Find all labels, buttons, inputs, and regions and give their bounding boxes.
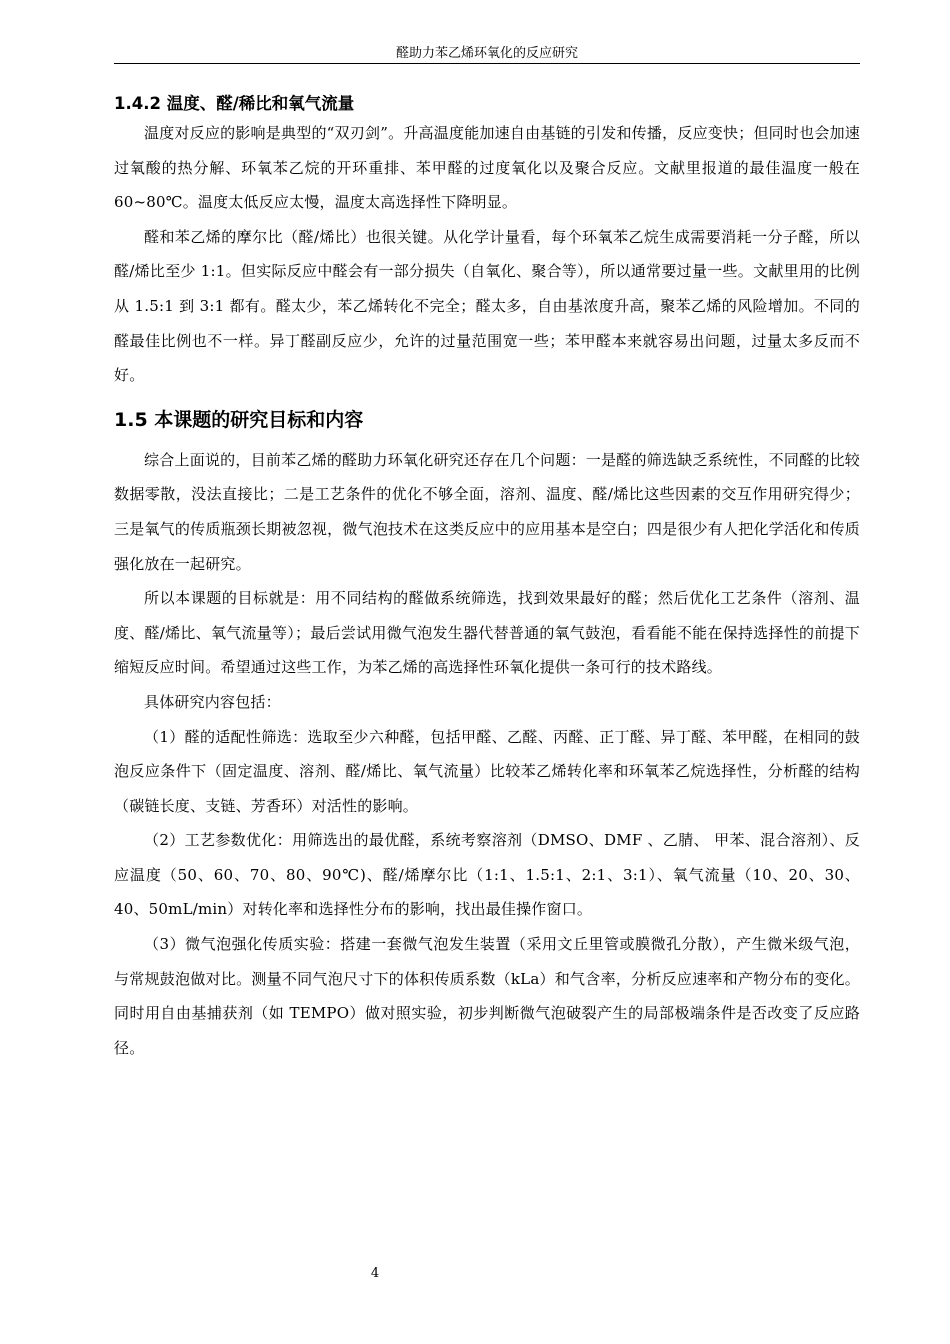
paragraph: 综合上面说的，目前苯乙烯的醛助力环氧化研究还存在几个问题：一是醛的筛选缺乏系统性，不同醛的比较数据零散，没法直接比；二是工艺条件的优化不够全面，溶剂、温度、醛/烯比这些因素的交互作用研究得少；三是氧气的传质瓶颈长期被忽视，微气泡技术在这类反应中的应用基本是空白；四是很少有人把化学活化和传质强化放在一起研究。 [114, 450, 860, 573]
section-heading-1-5: 1.5 本课题的研究目标和内容 [114, 408, 364, 431]
paragraph: 温度对反应的影响是典型的“双刃剑”。升高温度能加速自由基链的引发和传播，反应变快；但同时也会加速过氧酸的热分解、环氧苯乙烷的开环重排、苯甲醛的过度氧化以及聚合反应。文献里报道的最佳温度一般在 60~80℃。温度太低反应太慢，温度太高选择性下降明显。 [114, 124, 860, 212]
subsection-heading-1-4-2: 1.4.2 温度、醛/稀比和氧气流量 [114, 94, 355, 113]
paragraph: 醛和苯乙烯的摩尔比（醛/烯比）也很关键。从化学计量看，每个环氧苯乙烷生成需要消耗一分子醛，所以醛/烯比至少 1:1。但实际反应中醛会有一部分损失（自氧化、聚合等），所以通常要过量一些。文献里用的比例从 1.5:1 到 3:1 都有。醛太少，苯乙烯转化不完全；醛太多，自由基浓度升高，聚苯乙烯的风险增加。不同的醛最佳比例也不一样。异丁醛副反应少，允许的过量范围宽一些；苯甲醛本来就容易出问题，过量太多反而不好。 [114, 227, 860, 385]
running-header: 醛助力苯乙烯环氧化的反应研究 [114, 46, 860, 64]
page-number: 4 [370, 1266, 380, 1281]
list-item: （1）醛的适配性筛选：选取至少六种醛，包括甲醛、乙醛、丙醛、正丁醛、异丁醛、苯甲醛，在相同的鼓泡反应条件下（固定温度、溶剂、醛/烯比、氧气流量）比较苯乙烯转化率和环氧苯乙烷选择性，分析醛的结构（碳链长度、支链、芳香环）对活性的影响。 [114, 727, 860, 815]
list-item: （2）工艺参数优化：用筛选出的最优醛，系统考察溶剂（DMSO、DMF 、乙腈、 甲苯、混合溶剂）、反应温度（50、60、70、80、90℃)、醛/烯摩尔比（1:1、1.5:1、2:1、3:1）、氧气流量（10、20、30、40、50mL/min）对转化率和选择性分布的影响，找出最佳操作窗口。 [114, 831, 860, 919]
list-item: （3）微气泡强化传质实验：搭建一套微气泡发生装置（采用文丘里管或膜微孔分散），产生微米级气泡，与常规鼓泡做对比。测量不同气泡尺寸下的体积传质系数（kLa）和气含率，分析反应速率和产物分布的变化。同时用自由基捕获剂（如 TEMPO）做对照实验，初步判断微气泡破裂产生的局部极端条件是否改变了反应路径。 [114, 935, 860, 1057]
page-content [114, 92, 860, 1065]
paragraph: 所以本课题的目标就是：用不同结构的醛做系统筛选，找到效果最好的醛；然后优化工艺条件（溶剂、温度、醛/烯比、氧气流量等）；最后尝试用微气泡发生器代替普通的氧气鼓泡，看看能不能在保持选择性的前提下缩短反应时间。希望通过这些工作，为苯乙烯的高选择性环氧化提供一条可行的技术路线。 [114, 589, 860, 677]
paragraph: 具体研究内容包括： [144, 692, 281, 711]
